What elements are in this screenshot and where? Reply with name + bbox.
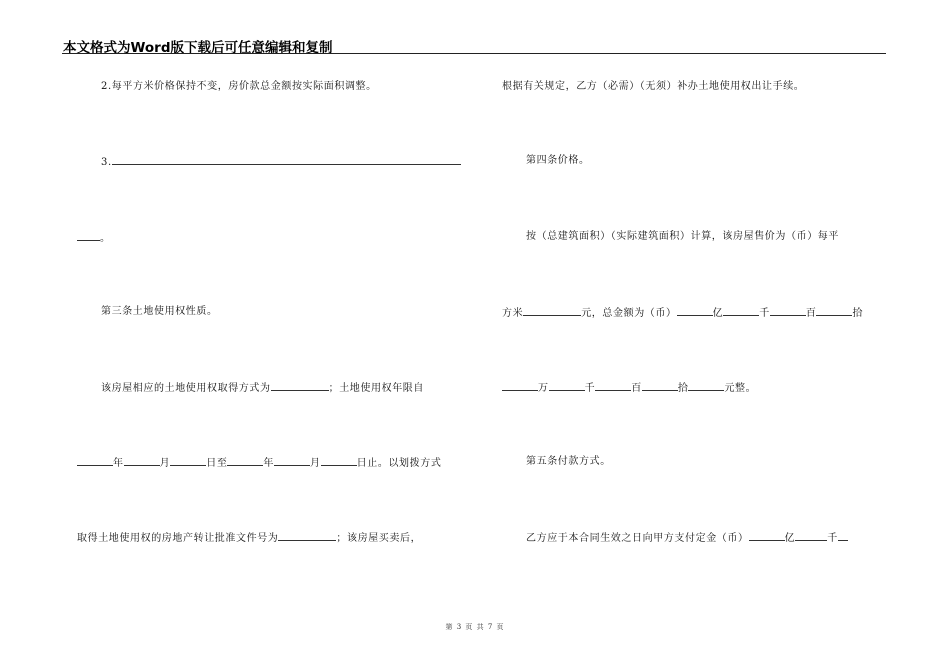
text-segment: 元整。	[724, 383, 757, 394]
text-segment: 千	[827, 533, 838, 544]
text-segment: 年	[113, 458, 124, 469]
article-3-heading: 第三条土地使用权性质。	[101, 306, 218, 317]
text-segment: ；该房屋买卖后，	[336, 533, 422, 544]
blank-wan	[502, 380, 538, 391]
line-end: 。	[100, 233, 111, 244]
text-segment: 年	[263, 458, 275, 469]
left-line-7	[77, 530, 421, 546]
blank-month	[124, 455, 160, 466]
text-segment: 日止。以划拨方式	[356, 458, 442, 469]
article-5-heading: 第五条付款方式。	[526, 456, 611, 467]
text-segment: 拾	[677, 383, 689, 394]
header-divider	[62, 53, 886, 54]
right-line-5	[502, 380, 756, 396]
blank-yuan	[688, 380, 724, 391]
blank-year	[227, 455, 263, 466]
blank-unit-price	[523, 305, 581, 316]
text-segment: 月	[310, 458, 321, 469]
blank-qian	[549, 380, 585, 391]
blank-month	[274, 455, 310, 466]
text-segment: 方米	[502, 308, 524, 319]
blank-line	[838, 530, 848, 541]
text-segment: 亿	[784, 533, 796, 544]
left-line-2	[101, 154, 461, 170]
text-segment: 千	[759, 308, 770, 319]
blank-acquisition-method	[271, 380, 329, 391]
right-line-1: 根据有关规定，乙方（必需）（无须）补办土地使用权出让手续。	[502, 81, 805, 92]
blank-line	[112, 154, 461, 165]
blank-year	[77, 455, 113, 466]
left-line-5	[101, 380, 424, 396]
text-segment: 月	[159, 458, 171, 469]
text-segment: 拾	[852, 308, 864, 319]
right-line-3: 按（总建筑面积）（实际建筑面积）计算，该房屋售价为（币）每平	[526, 231, 839, 242]
left-line-6	[77, 455, 441, 471]
left-line-3	[77, 230, 111, 246]
text-segment: 万	[538, 383, 549, 394]
blank-approval-number	[278, 530, 336, 541]
right-line-4	[502, 305, 863, 321]
text-segment: 亿	[712, 308, 724, 319]
blank-yi	[677, 305, 713, 316]
text-segment: 取得土地使用权的房地产转让批准文件号为	[77, 533, 279, 544]
text-segment: 千	[584, 383, 596, 394]
blank-shi	[642, 380, 678, 391]
blank-bai	[770, 305, 806, 316]
text-segment: 元，总金额为（币）	[581, 308, 677, 319]
text-segment: 日至	[206, 458, 228, 469]
blank-day	[170, 455, 206, 466]
blank-day	[321, 455, 357, 466]
text-segment: 百	[805, 308, 817, 319]
item-number: 3.	[101, 157, 112, 168]
blank-bai	[595, 380, 631, 391]
blank-qian	[723, 305, 759, 316]
blank-deposit-yi	[749, 530, 785, 541]
left-line-1: 2.每平方米价格保持不变，房价款总金额按实际面积调整。	[101, 81, 377, 92]
document-header-title: 本文格式为Word版下载后可任意编辑和复制	[63, 40, 333, 56]
article-4-heading: 第四条价格。	[526, 155, 590, 166]
blank-deposit-qian	[795, 530, 827, 541]
text-segment: 该房屋相应的土地使用权取得方式为	[101, 383, 271, 394]
text-segment: 百	[631, 383, 642, 394]
blank-shi	[816, 305, 852, 316]
blank-line	[77, 230, 100, 241]
text-segment: 乙方应于本合同生效之日向甲方支付定金（币）	[526, 533, 749, 544]
right-line-7	[526, 530, 848, 546]
text-segment: ；土地使用权年限自	[328, 383, 425, 394]
page-number: 第 3 页 共 7 页	[445, 623, 505, 631]
